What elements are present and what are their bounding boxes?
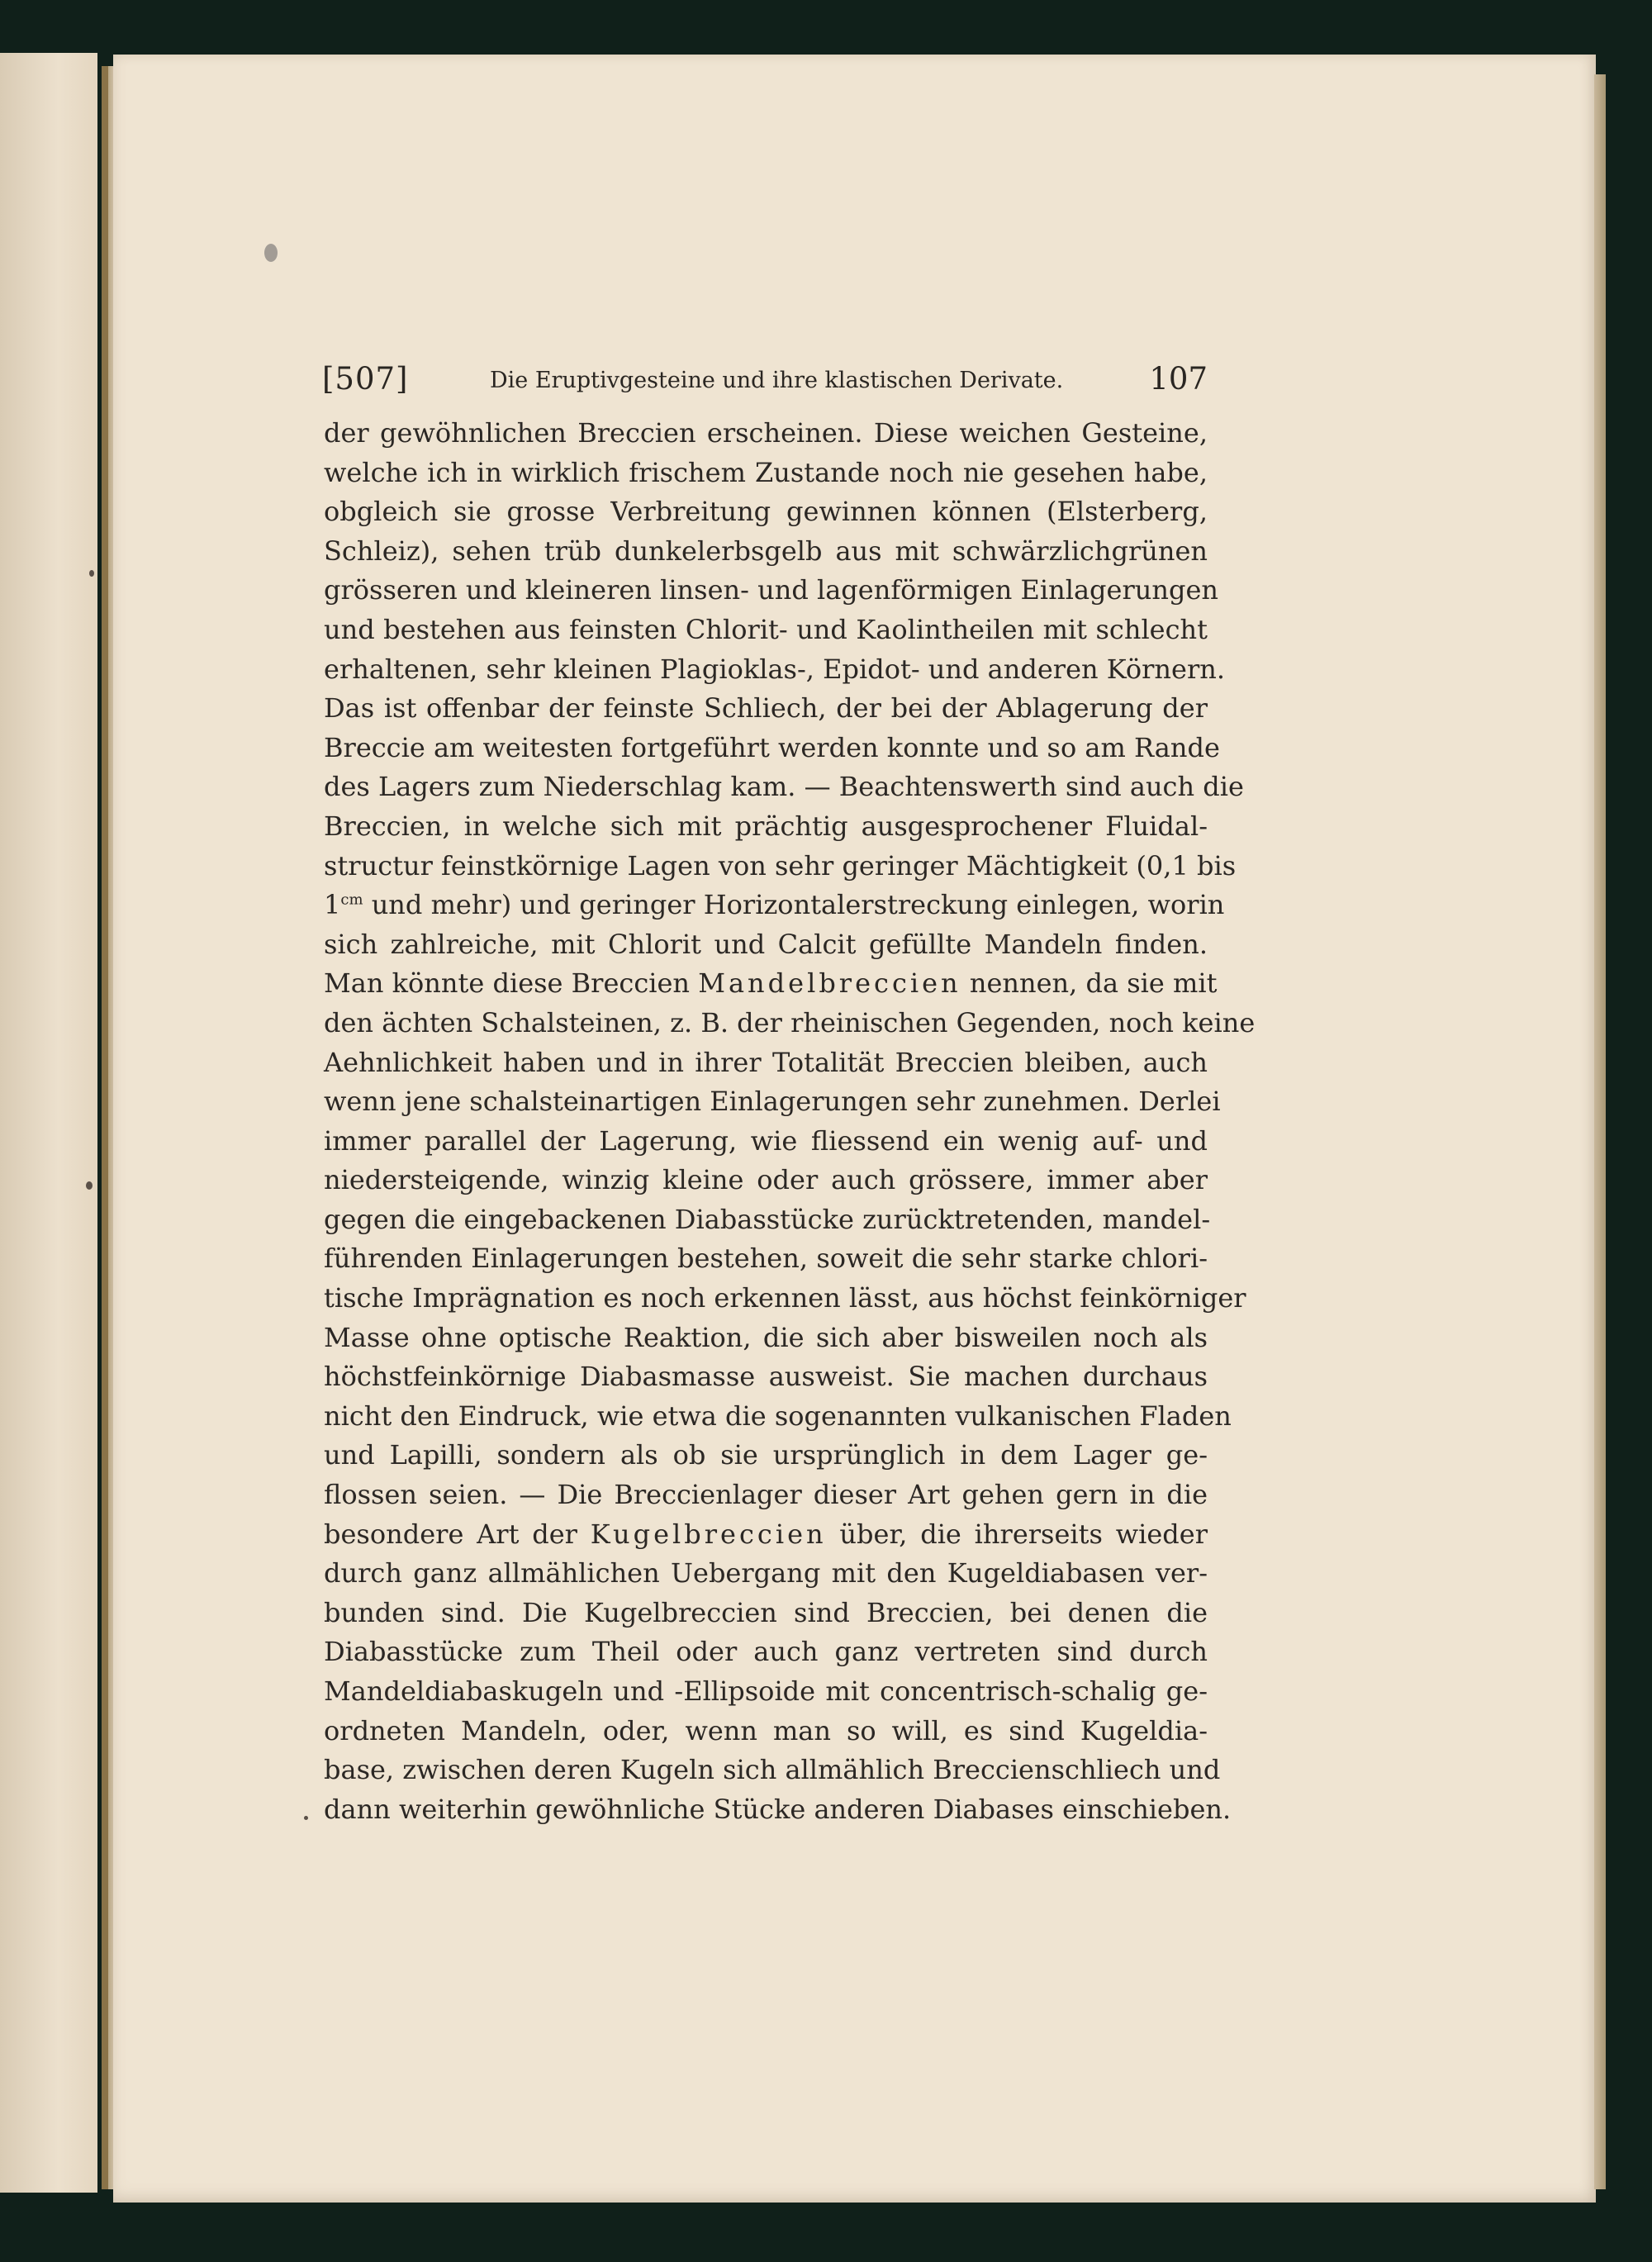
unit-number: 1 <box>324 889 341 921</box>
bracketed-page-number: [507] <box>322 361 409 397</box>
line-prefix: besondere Art der <box>324 1518 577 1550</box>
text-line: flossen seien. — Die Breccienlager dieser Art gehen gern in die <box>324 1479 1208 1511</box>
line-suffix: nennen, da sie mit <box>969 967 1218 1000</box>
text-line: dann weiterhin gewöhnliche Stücke anderen Diabases einschieben. <box>324 1793 1232 1825</box>
line-suffix: über, die ihrerseits wieder <box>839 1518 1208 1550</box>
text-line: wenn jene schalsteinartigen Einlagerungen sehr zunehmen. Derlei <box>324 1086 1221 1118</box>
text-line: Diabasstücke zum Theil oder auch ganz vertreten sind durch <box>324 1636 1208 1668</box>
unit-superscript: cm <box>340 891 363 909</box>
page-right-edge <box>1594 74 1606 2189</box>
text-line: Schleiz), sehen trüb dunkelerbsgelb aus mit schwärzlichgrünen <box>324 535 1208 567</box>
text-line: und Lapilli, sondern als ob sie ursprünglich in dem Lager ge- <box>324 1439 1208 1471</box>
text-line: führenden Einlagerungen bestehen, soweit die sehr starke chlori- <box>324 1243 1208 1275</box>
text-line: niedersteigende, winzig kleine oder auch grössere, immer aber <box>324 1164 1208 1196</box>
text-line-with-term <box>324 1515 1208 1555</box>
text-line: der gewöhnlichen Breccien erscheinen. Diese weichen Gesteine, <box>324 417 1208 449</box>
text-line: bunden sind. Die Kugelbreccien sind Breccien, bei denen die <box>324 1596 1208 1628</box>
text-line: durch ganz allmählichen Uebergang mit den Kugeldiabasen ver- <box>324 1557 1208 1590</box>
text-line: sich zahlreiche, mit Chlorit und Calcit gefüllte Mandeln finden. <box>324 928 1208 960</box>
paper-speck <box>86 1181 93 1190</box>
text-line: base, zwischen deren Kugeln sich allmählich Breccienschliech und <box>324 1754 1221 1786</box>
text-line: erhaltenen, sehr kleinen Plagioklas-, Epidot- und anderen Körnern. <box>324 653 1226 685</box>
running-title: Die Eruptivgesteine und ihre klastischen Derivate. <box>490 368 1064 393</box>
text-line-with-unit <box>324 886 1225 925</box>
text-line-rest: und mehr) und geringer Horizontalerstreckung einlegen, worin <box>371 889 1225 921</box>
text-line: Aehnlichkeit haben und in ihrer Totalität Breccien bleiben, auch <box>324 1046 1208 1078</box>
text-line: immer parallel der Lagerung, wie fliessend ein wenig auf- und <box>324 1124 1208 1157</box>
text-line: welche ich in wirklich frischem Zustande noch nie gesehen habe, <box>324 456 1208 488</box>
spaced-term: Kugelbreccien <box>590 1518 827 1550</box>
text-line: nicht den Eindruck, wie etwa die sogenannten vulkanischen Fladen <box>324 1399 1232 1432</box>
left-page-edge <box>0 53 97 2193</box>
running-head <box>322 361 1208 402</box>
text-line: structur feinstkörnige Lagen von sehr geringer Mächtigkeit (0,1 bis <box>324 849 1237 882</box>
page-number: 107 <box>1149 361 1208 397</box>
text-line: tische Imprägnation es noch erkennen lässt, aus höchst feinkörniger <box>324 1282 1246 1314</box>
text-line: des Lagers zum Niederschlag kam. — Beachtenswerth sind auch die <box>324 771 1244 803</box>
text-line: Mandeldiabaskugeln und -Ellipsoide mit concentrisch-schalig ge- <box>324 1675 1208 1707</box>
text-line: Das ist offenbar der feinste Schliech, der bei der Ablagerung der <box>324 692 1208 725</box>
text-line: höchstfeinkörnige Diabasmasse ausweist. Sie machen durchaus <box>324 1361 1208 1393</box>
binding-hole <box>264 244 278 262</box>
body-paragraph <box>324 414 1256 1829</box>
text-line: den ächten Schalsteinen, z. B. der rheinischen Gegenden, noch keine <box>324 1006 1256 1038</box>
paper-speck <box>304 1816 308 1820</box>
line-prefix: Man könnte diese Breccien <box>324 967 691 1000</box>
text-line: gegen die eingebackenen Diabasstücke zurücktretenden, mandel- <box>324 1203 1211 1235</box>
text-line: ordneten Mandeln, oder, wenn man so will, es sind Kugeldia- <box>324 1714 1208 1746</box>
paper-speck <box>89 570 94 577</box>
text-line: Masse ohne optische Reaktion, die sich aber bisweilen noch als <box>324 1321 1208 1353</box>
text-line: Breccien, in welche sich mit prächtig ausgesprochener Fluidal- <box>324 810 1208 842</box>
text-line: und bestehen aus feinsten Chlorit- und Kaolintheilen mit schlecht <box>324 613 1208 645</box>
text-line: grösseren und kleineren linsen- und lagenförmigen Einlagerungen <box>324 574 1218 606</box>
spaced-term: Mandelbreccien <box>698 967 961 1000</box>
book-spine <box>102 66 108 2189</box>
text-line: obgleich sie grosse Verbreitung gewinnen können (Elsterberg, <box>324 496 1208 528</box>
text-line-with-term <box>324 964 1218 1004</box>
text-line: Breccie am weitesten fortgeführt werden konnte und so am Rande <box>324 731 1220 763</box>
